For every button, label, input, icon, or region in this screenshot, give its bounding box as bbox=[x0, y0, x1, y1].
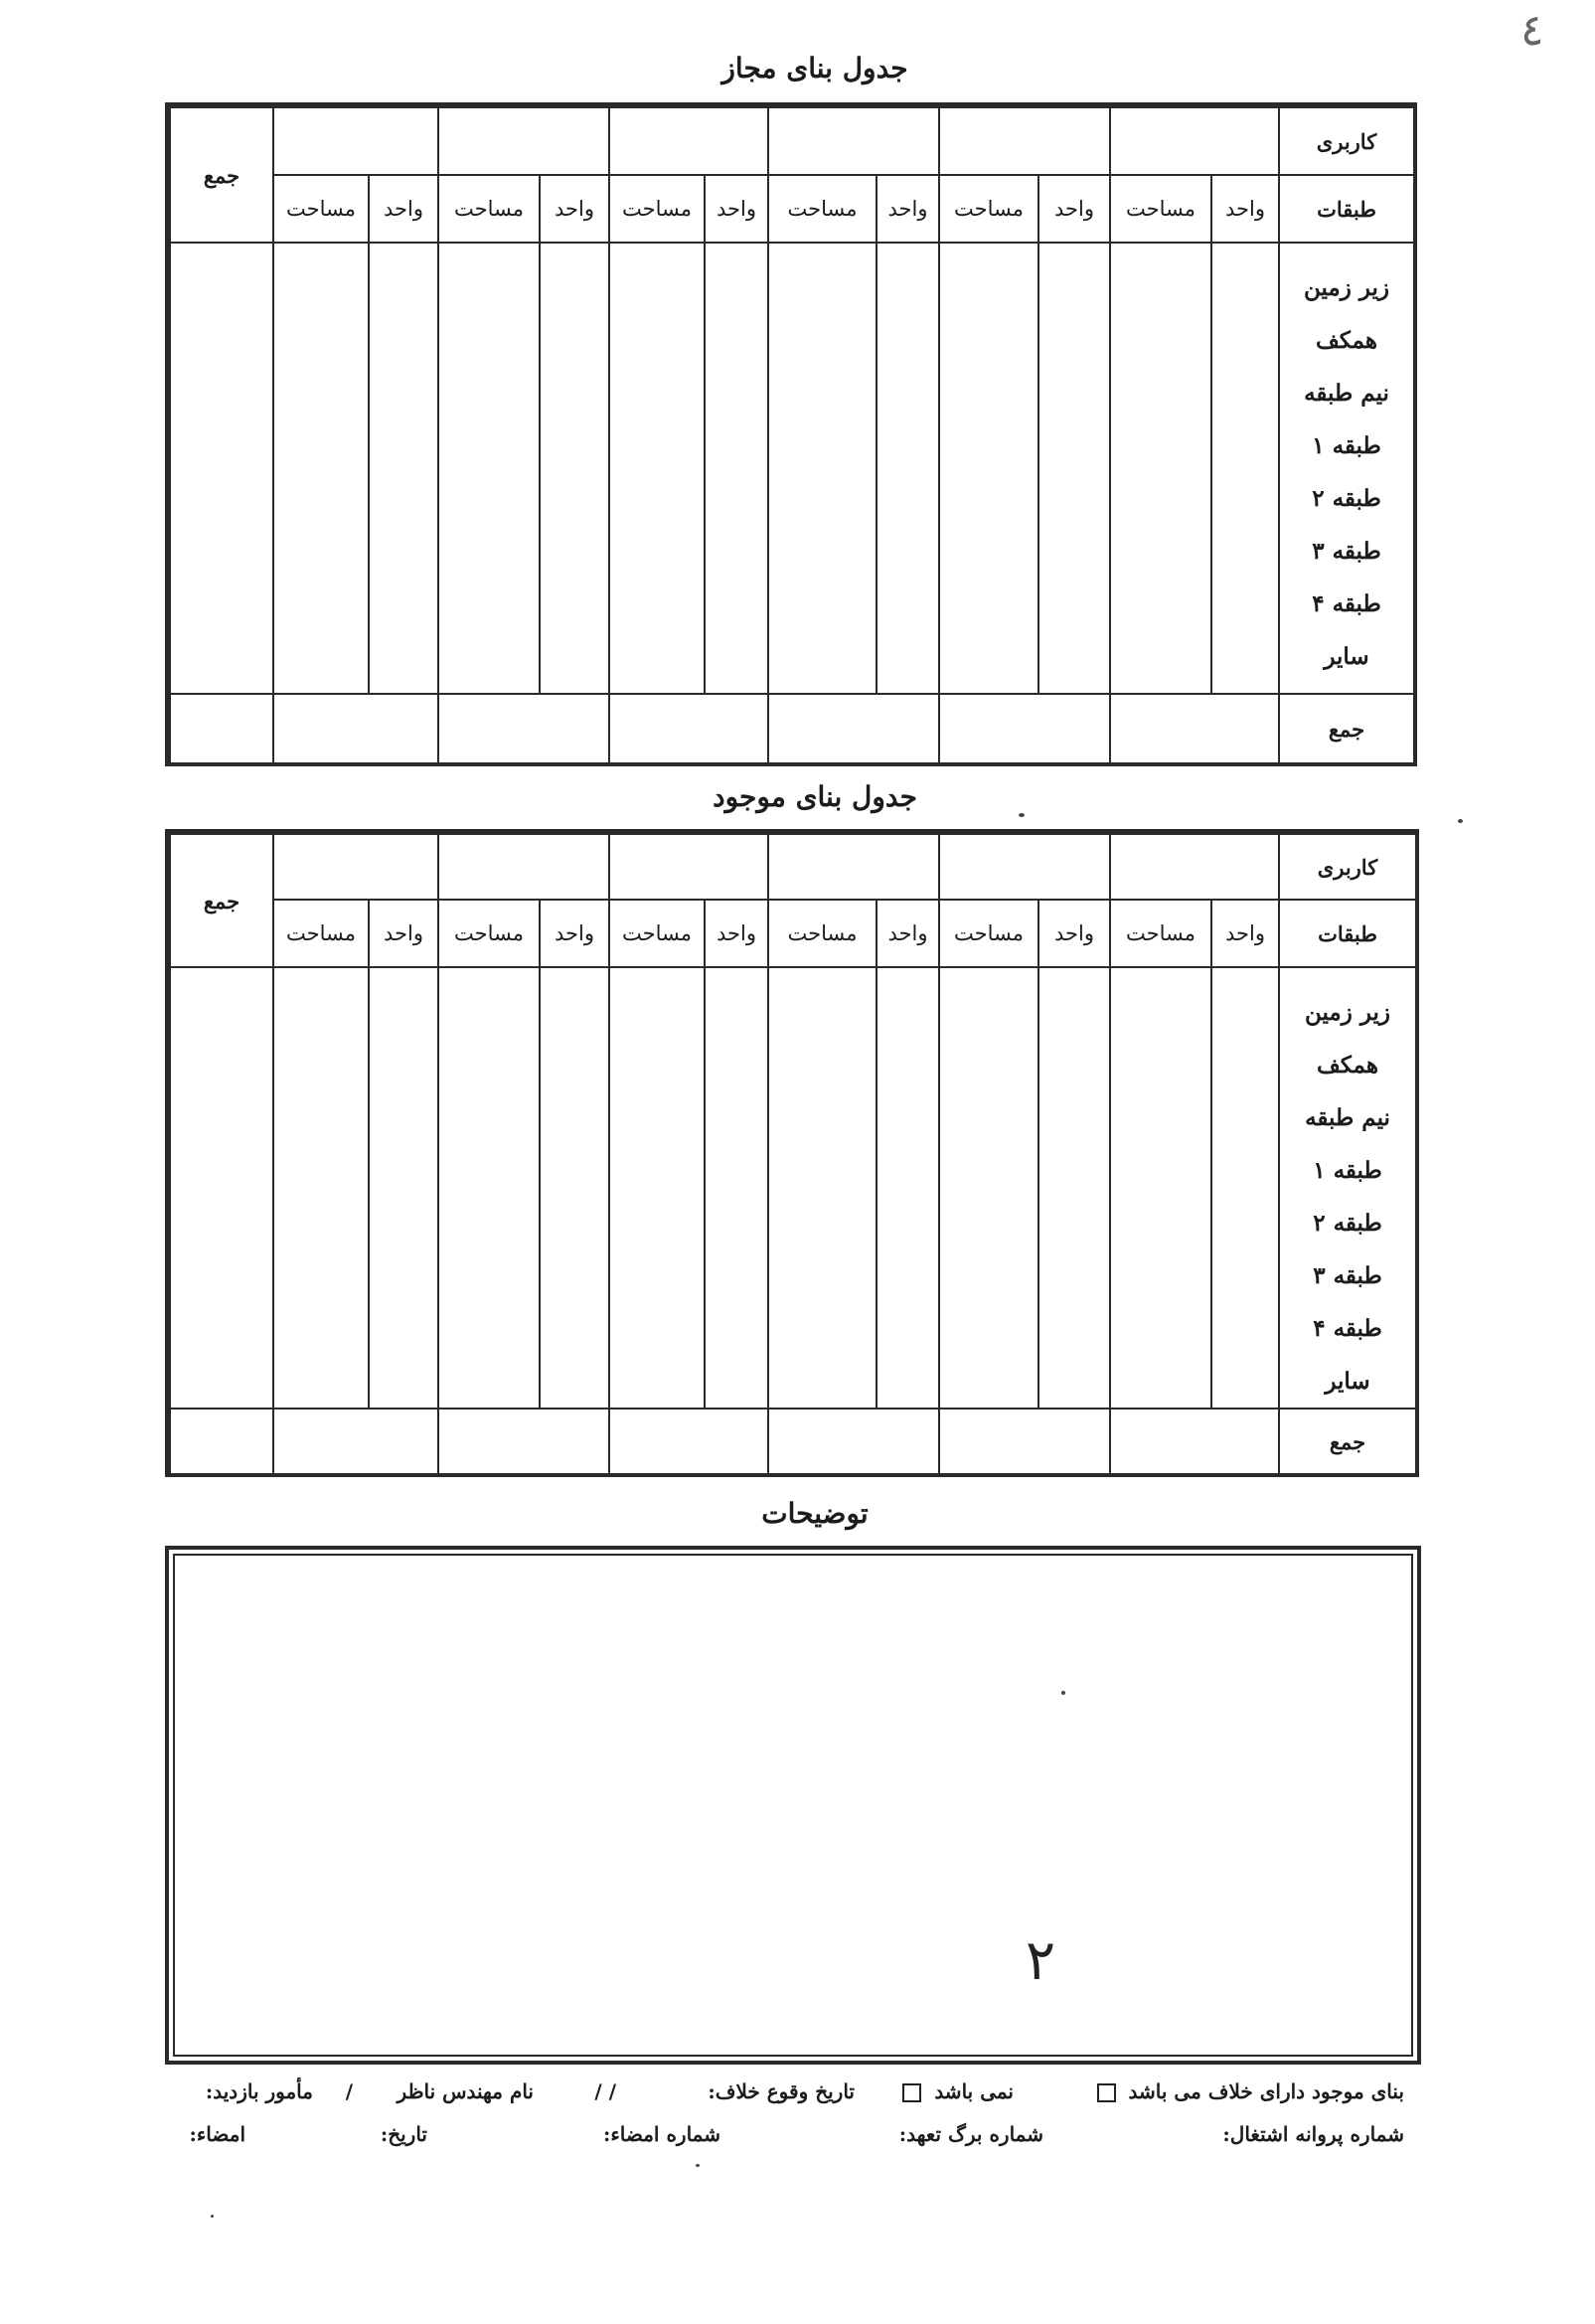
violation-date-label: تاریخ وقوع خلاف: bbox=[708, 2079, 855, 2103]
data-cell[interactable] bbox=[877, 967, 939, 1409]
signature-label: امضاء: bbox=[189, 2122, 245, 2146]
usage-cell bbox=[438, 834, 609, 900]
sum-row-label: جمع bbox=[1279, 694, 1414, 763]
data-cell[interactable] bbox=[1110, 243, 1211, 694]
usage-cell bbox=[609, 834, 768, 900]
sum-row-label: جمع bbox=[1279, 1409, 1416, 1474]
unit-header: واحد bbox=[705, 900, 768, 967]
sum-cell[interactable] bbox=[1110, 1409, 1279, 1474]
data-cell[interactable] bbox=[540, 243, 609, 694]
area-header: مساحت bbox=[273, 900, 369, 967]
data-cell[interactable] bbox=[1211, 243, 1279, 694]
area-header: مساحت bbox=[939, 175, 1038, 243]
usage-cell bbox=[609, 107, 768, 175]
floor-label: همکف bbox=[1317, 1052, 1378, 1079]
usage-cell bbox=[273, 834, 438, 900]
floor-label: سایر bbox=[1324, 643, 1369, 670]
data-cell[interactable] bbox=[1038, 967, 1110, 1409]
allowed-table bbox=[169, 106, 1415, 764]
area-header: مساحت bbox=[1110, 175, 1211, 243]
scan-speck bbox=[1061, 1691, 1065, 1695]
area-header: مساحت bbox=[768, 900, 877, 967]
floor-label: زیر زمین bbox=[1304, 999, 1391, 1026]
floor-label: همکف bbox=[1316, 327, 1377, 354]
area-header: مساحت bbox=[273, 175, 369, 243]
date-label: تاریخ: bbox=[380, 2122, 427, 2146]
data-cell[interactable] bbox=[877, 243, 939, 694]
scan-speck bbox=[696, 2164, 700, 2167]
usage-cell bbox=[768, 834, 939, 900]
floor-label: طبقه ۱ bbox=[1313, 1157, 1382, 1184]
no-violation-checkbox[interactable] bbox=[902, 2083, 921, 2102]
commitment-number-label: شماره برگ تعهد: bbox=[898, 2122, 1043, 2146]
unit-header: واحد bbox=[1211, 175, 1279, 243]
violation-date-slashes[interactable]: / / bbox=[594, 2079, 616, 2103]
footer-separator: / bbox=[345, 2079, 353, 2103]
area-header: مساحت bbox=[1110, 900, 1211, 967]
no-violation-option bbox=[896, 2079, 1014, 2103]
floors-list bbox=[1279, 967, 1416, 1409]
sum-cell[interactable] bbox=[1110, 694, 1279, 763]
area-header: مساحت bbox=[438, 175, 540, 243]
floor-label: طبقه ۴ bbox=[1312, 590, 1381, 617]
has-violation-checkbox[interactable] bbox=[1097, 2083, 1116, 2102]
notes-title: توضیحات bbox=[761, 1497, 869, 1530]
unit-header: واحد bbox=[705, 175, 768, 243]
unit-header: واحد bbox=[540, 900, 609, 967]
notes-handwritten-mark: ۲ bbox=[1026, 1928, 1056, 1993]
usage-cell bbox=[273, 107, 438, 175]
inspector-label: مأمور بازدید: bbox=[205, 2079, 313, 2103]
area-header: مساحت bbox=[609, 175, 705, 243]
floors-label: طبقات bbox=[1279, 900, 1416, 967]
unit-header: واحد bbox=[1038, 175, 1110, 243]
sum-cell[interactable] bbox=[768, 694, 939, 763]
data-cell[interactable] bbox=[1110, 967, 1211, 1409]
violation-statement-text: بنای موجود دارای خلاف می باشد bbox=[1128, 2079, 1404, 2103]
floor-label: نیم طبقه bbox=[1305, 1104, 1390, 1131]
engineer-name-label: نام مهندس ناظر bbox=[397, 2079, 534, 2103]
area-header: مساحت bbox=[609, 900, 705, 967]
data-cell[interactable] bbox=[1211, 967, 1279, 1409]
sum-column-body bbox=[170, 967, 273, 1409]
floor-label: طبقه ۲ bbox=[1312, 485, 1381, 512]
data-cell[interactable] bbox=[540, 967, 609, 1409]
sum-cell[interactable] bbox=[609, 694, 768, 763]
floor-label: نیم طبقه bbox=[1304, 380, 1389, 407]
sum-cell[interactable] bbox=[939, 694, 1110, 763]
page-number-mark: ٤ bbox=[1520, 5, 1544, 56]
scan-speck bbox=[1458, 819, 1463, 823]
existing-table-title: جدول بنای موجود bbox=[713, 780, 917, 813]
floor-label: طبقه ۲ bbox=[1313, 1210, 1382, 1237]
usage-cell bbox=[768, 107, 939, 175]
floors-label: طبقات bbox=[1279, 175, 1414, 243]
usage-label: کاربری bbox=[1279, 834, 1416, 900]
scan-speck bbox=[1019, 813, 1025, 817]
usage-label: کاربری bbox=[1279, 107, 1414, 175]
usage-cell bbox=[438, 107, 609, 175]
data-cell[interactable] bbox=[705, 967, 768, 1409]
unit-header: واحد bbox=[540, 175, 609, 243]
sum-cell[interactable] bbox=[768, 1409, 939, 1474]
sum-cell[interactable] bbox=[273, 1409, 438, 1474]
floor-label: سایر bbox=[1325, 1368, 1370, 1395]
data-cell[interactable] bbox=[1038, 243, 1110, 694]
unit-header: واحد bbox=[877, 175, 939, 243]
data-cell[interactable] bbox=[369, 967, 438, 1409]
floor-label: طبقه ۱ bbox=[1312, 432, 1381, 459]
sum-cell[interactable] bbox=[170, 1409, 273, 1474]
floor-label: طبقه ۴ bbox=[1313, 1315, 1382, 1342]
area-header: مساحت bbox=[768, 175, 877, 243]
data-cell[interactable] bbox=[369, 243, 438, 694]
sum-cell[interactable] bbox=[609, 1409, 768, 1474]
data-cell[interactable] bbox=[768, 967, 877, 1409]
usage-cell bbox=[939, 107, 1110, 175]
notes-box[interactable] bbox=[165, 1546, 1421, 2065]
floors-list bbox=[1279, 243, 1414, 694]
sum-cell[interactable] bbox=[438, 1409, 609, 1474]
data-cell[interactable] bbox=[273, 967, 369, 1409]
sum-cell[interactable] bbox=[939, 1409, 1110, 1474]
scan-speck bbox=[211, 2215, 214, 2218]
no-violation-text: نمی باشد bbox=[934, 2079, 1014, 2103]
data-cell[interactable] bbox=[609, 967, 705, 1409]
violation-statement bbox=[1091, 2079, 1404, 2103]
existing-table bbox=[169, 833, 1417, 1475]
unit-header: واحد bbox=[1211, 900, 1279, 967]
data-cell[interactable] bbox=[273, 243, 369, 694]
data-cell[interactable] bbox=[939, 967, 1038, 1409]
data-cell[interactable] bbox=[609, 243, 705, 694]
data-cell[interactable] bbox=[705, 243, 768, 694]
usage-cell bbox=[939, 834, 1110, 900]
usage-cell bbox=[1110, 107, 1279, 175]
floor-label: طبقه ۳ bbox=[1313, 1262, 1382, 1289]
floor-label: طبقه ۳ bbox=[1312, 538, 1381, 565]
unit-header: واحد bbox=[369, 175, 438, 243]
signature-number-label: شماره امضاء: bbox=[602, 2122, 720, 2146]
floor-label: زیر زمین bbox=[1303, 274, 1390, 301]
unit-header: واحد bbox=[1038, 900, 1110, 967]
sum-cell[interactable] bbox=[170, 694, 273, 763]
data-cell[interactable] bbox=[939, 243, 1038, 694]
area-header: مساحت bbox=[438, 900, 540, 967]
license-number-label: شماره پروانه اشتغال: bbox=[1222, 2122, 1404, 2146]
allowed-table-title: جدول بنای مجاز bbox=[721, 52, 908, 84]
sum-column-body bbox=[170, 243, 273, 694]
usage-cell bbox=[1110, 834, 1279, 900]
sum-cell[interactable] bbox=[438, 694, 609, 763]
sum-cell[interactable] bbox=[273, 694, 438, 763]
unit-header: واحد bbox=[877, 900, 939, 967]
sum-column-header: جمع bbox=[170, 834, 273, 967]
data-cell[interactable] bbox=[438, 243, 540, 694]
area-header: مساحت bbox=[939, 900, 1038, 967]
data-cell[interactable] bbox=[438, 967, 540, 1409]
data-cell[interactable] bbox=[768, 243, 877, 694]
unit-header: واحد bbox=[369, 900, 438, 967]
sum-column-header: جمع bbox=[170, 107, 273, 243]
